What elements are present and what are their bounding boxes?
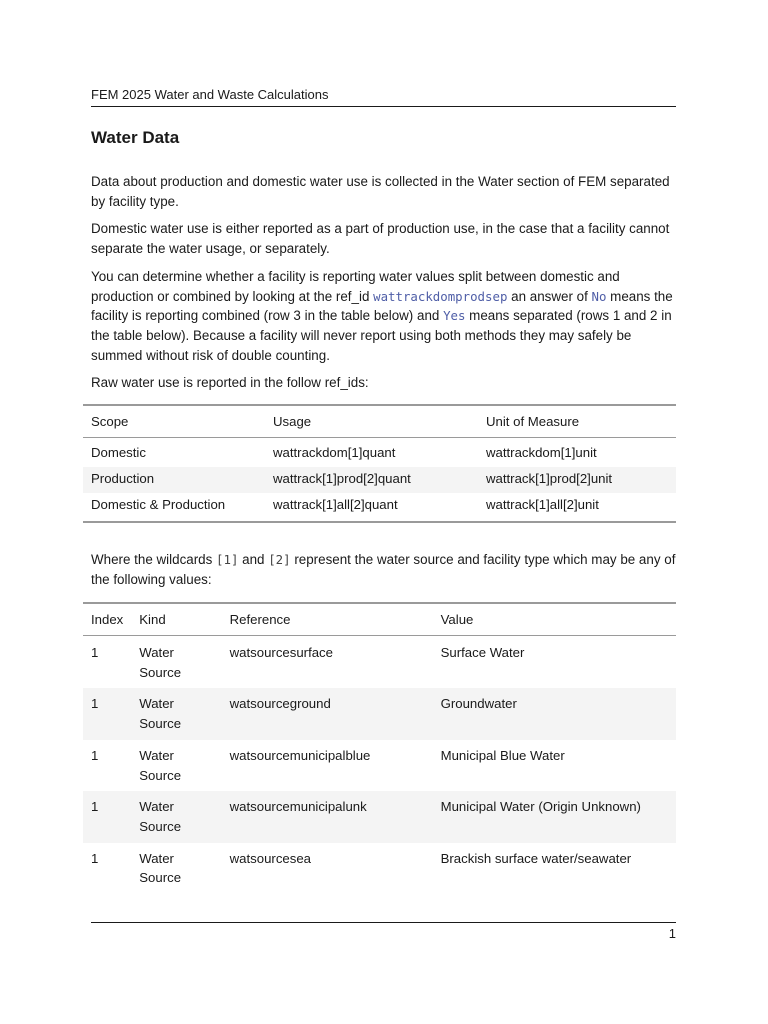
cell-usage: wattrackdom[1]quant xyxy=(273,445,396,460)
cell-scope: Domestic xyxy=(91,445,146,460)
running-header: FEM 2025 Water and Waste Calculations xyxy=(91,87,676,107)
table-header-row xyxy=(83,603,676,636)
paragraph-4: Raw water use is reported in the follow ref_ids: xyxy=(91,375,369,391)
header-kind: Kind xyxy=(139,612,166,627)
paragraph-1: Data about production and domestic water use is collected in the Water section of FEM separated by facility type. xyxy=(91,174,670,209)
table-row xyxy=(83,843,676,894)
table-row xyxy=(83,636,676,689)
cell-index: 1 xyxy=(91,850,99,866)
paragraph-2: Domestic water use is either reported as a part of production use, in the case that a facility cannot separate the water usage, or separately. xyxy=(91,221,670,257)
header-scope: Scope xyxy=(91,414,129,429)
table-row xyxy=(83,493,676,522)
cell-value: Municipal Blue Water xyxy=(440,747,565,763)
paragraph-3 xyxy=(91,267,676,366)
header-usage: Usage xyxy=(273,414,312,429)
code-wildcard-1: [1] xyxy=(216,552,239,567)
p3-text-4: means separated (rows 1 and 2 in the table below). Because a facility will never report using both methods they may safely be summed without risk of double counting. xyxy=(91,308,672,363)
p3-text-3: means the facility is reporting combined (row 3 in the table below) and xyxy=(91,288,673,324)
wildcard-values-table xyxy=(83,602,676,894)
cell-reference: watsourcesurface xyxy=(229,645,333,660)
page-number: 1 xyxy=(668,926,676,941)
table-row xyxy=(83,688,676,739)
cell-scope: Production xyxy=(83,467,265,493)
mid-text-3: represent the water source and facility type which may be any of the following values: xyxy=(91,552,676,587)
intro-text xyxy=(91,172,676,401)
code-wattrackdomprodsep: wattrackdomprodsep xyxy=(373,288,508,304)
cell-value: Municipal Water (Origin Unknown) xyxy=(433,791,676,842)
cell-unit: wattrack[1]all[2]unit xyxy=(486,497,599,512)
cell-index: 1 xyxy=(91,747,99,763)
cell-kind: Water Source xyxy=(131,688,221,739)
cell-value: Surface Water xyxy=(440,645,525,660)
cell-reference: watsourcemunicipalunk xyxy=(222,791,433,842)
mid-text-2: and xyxy=(238,552,269,567)
cell-kind: Water Source xyxy=(139,747,182,783)
cell-index: 1 xyxy=(83,688,131,739)
header-unit: Unit of Measure xyxy=(486,414,580,429)
cell-usage: wattrack[1]prod[2]quant xyxy=(265,467,478,493)
cell-index: 1 xyxy=(83,791,131,842)
code-yes: Yes xyxy=(443,308,466,324)
document-page xyxy=(91,0,676,1024)
section-heading: Water Data xyxy=(91,128,180,147)
header-index: Index xyxy=(91,612,124,627)
code-wildcard-2: [2] xyxy=(268,552,291,567)
cell-kind: Water Source xyxy=(131,791,221,842)
code-no: No xyxy=(591,288,607,304)
cell-kind: Water Source xyxy=(139,850,182,886)
table-row xyxy=(83,438,676,468)
cell-value: Groundwater xyxy=(433,688,676,739)
table-row xyxy=(83,467,676,493)
cell-scope: Domestic & Production xyxy=(91,497,226,512)
table-header-row xyxy=(83,405,676,438)
cell-kind: Water Source xyxy=(139,645,182,680)
header-reference: Reference xyxy=(229,612,291,627)
cell-value: Brackish surface water/seawater xyxy=(440,850,632,866)
cell-reference: watsourcesea xyxy=(229,850,312,866)
p3-text-1: You can determine whether a facility is reporting water values split between domestic and production or combined by looking at the ref_id xyxy=(91,268,620,304)
ref-id-table xyxy=(83,404,676,523)
header-value: Value xyxy=(440,612,474,627)
cell-unit: wattrackdom[1]unit xyxy=(486,445,597,460)
cell-unit: wattrack[1]prod[2]unit xyxy=(478,467,676,493)
cell-usage: wattrack[1]all[2]quant xyxy=(273,497,398,512)
table-row xyxy=(83,740,676,791)
footer-divider xyxy=(91,922,676,923)
cell-index: 1 xyxy=(91,645,99,660)
cell-reference: watsourcemunicipalblue xyxy=(229,747,371,763)
p3-text-2: an answer of xyxy=(507,288,592,304)
mid-text-1: Where the wildcards xyxy=(91,552,217,567)
cell-reference: watsourceground xyxy=(222,688,433,739)
table-row xyxy=(83,791,676,842)
wildcard-paragraph xyxy=(91,550,676,589)
